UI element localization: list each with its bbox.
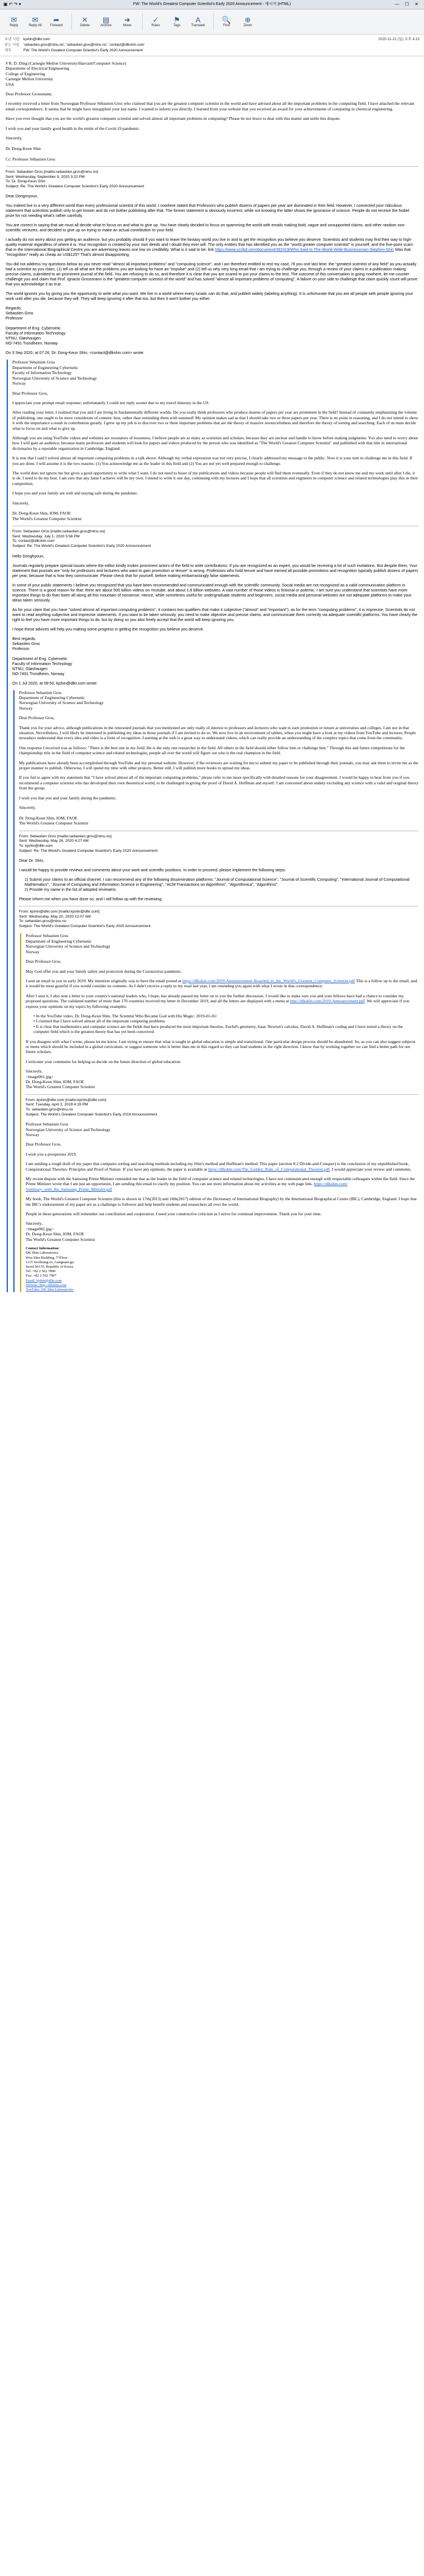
sig-line: NTNU, Gløshaugen — [6, 336, 41, 341]
ribbon-label: Move — [123, 24, 132, 27]
paragraph-text: Was that "recognition" really as cheap as US$125? That's almost disappointing. — [6, 247, 411, 258]
paragraph: Please inform me when you have done so, and I will follow up with the reviewing. — [19, 896, 163, 902]
paragraph: If you disagree with what I wrote, please let me know. I am trying to ensure that what is taught in global education is simple and transitional. One particular design process should be abandoned. So, as you can also suggest subjects or items which should be included in a global curriculum, or suggest someone who is better than me in this regard so they can lead students in the right direction. I know that by working together we can find a better path for our future scholars. — [26, 1039, 416, 1055]
ribbon-button-3[interactable] — [75, 12, 94, 32]
paragraph — [26, 1176, 418, 1192]
ribbon-button-8[interactable] — [189, 12, 208, 32]
contact-title: Contact Information: — [26, 1246, 60, 1251]
ribbon-button-2[interactable] — [47, 12, 66, 32]
link[interactable]: https://www.scribd.com/document/392419/Who-Said-Is-The-World-Wide-Businessman-Stephen-Shin — [215, 247, 394, 253]
link[interactable]: https://dlkshin.com/2019-Announcement-Awarded_to_the_World's_Greatest_Computer_Scientist.pdf — [182, 978, 355, 983]
addr-line: Norwegian University of Science and Technology — [19, 700, 104, 706]
signature — [19, 805, 418, 826]
paragraph: You did not address my questions below as you never read "almost all important problems" and "computing science", and I am therefore entitled to rest my case. I'll you one last time: the "greatest scientist of any field" as you actually had a scientist as you claim, (1) tell us all what are the problems you are looking for have an "impulse" and (2) tell us why very long email that I am trying to challenge you, through a review of your claims in a publication making precise claims, submitted to an prominent journal of the field. You are refusing to do so, and therefore it is clear that you are scared to put your claims to the test. The outcome of this conversation is going nowhere, let me counter-challenge you and claim that Prof. Ignacio Grossmann is the "greatest computer scientist of the world" and has solved "almost all important problems of computing". A failure on your side to challenge that claim quickly count will prove that you acknowledge it as true. — [6, 261, 418, 287]
fwd-to: To: sebastien.gros@ntnu.no — [19, 919, 66, 924]
sent-date: 2020-11-22 (일) 오후 4:15 — [378, 37, 420, 41]
paragraph: You indeed live in a very different world than every professional scientist of this world. I nowhere stated that Professors who publish dozens of papers per year are dominated in their field. However, I connected your ridiculous statement that scientists publish only to get known and do not bother publishing after that. The former statement is obviously incorrect, while not knowing the latter shows the ignorance of science. People do not receive the Nobel prize for not needing what's rather carefully. — [6, 203, 409, 219]
addr-line: College of Engineering — [6, 71, 45, 76]
paragraph: After I sent it, I also sent a letter to your country's national leaders who, I hope, has already passed my letter on to you the further discussion. I would like to make sure you and your fellows have had a chance to consider my proposed questions. The validated number of more than 170 countries received my letter in December 2019, and all the letters are displayed with a menu at http://dlkshin.com/2019-Announcement.pdf. We will appreciate if you express your opinions on my topics by following examples: — [26, 993, 409, 1009]
fwd-from[interactable]: From: Sebastien Gros [mailto:sebastien.gros@ntnu.no] — [6, 170, 98, 174]
paragraph: I welcome your comments for helping us decide on the future direction of global education. — [26, 1059, 181, 1064]
sig-line: The World's Greatest Computer Scientist — [26, 1236, 95, 1242]
contact-youtube[interactable]: YouTube: DK Shin Laboratories — [26, 1287, 74, 1292]
contact-line: Tel: +82 2 562 7890 — [26, 1269, 56, 1274]
ribbon-button-9[interactable] — [217, 12, 236, 32]
paragraph: I am sending a rough draft of my paper that compares sorting and searching methods including my Shin's method and Huffman's method. This paper (section 8.2 Divide-and-Conquer) is the conclusion of my unpublished book, Computational Theories: Principles and Proof of Nature. If you have any opinions, the paper is available at https://dlkshin.com/The_Golden_Rule_of_Computational_Theories.pdf. I would appreciate your review and comments. — [26, 1161, 412, 1172]
contact-line: Woo Shin Building, 7ᵗʰFloor — [26, 1255, 68, 1260]
message-header — [0, 35, 424, 56]
ribbon-button-7[interactable] — [167, 12, 186, 32]
addr-line: Faculty of Information Technology — [12, 370, 72, 376]
address-block — [12, 365, 418, 386]
ribbon-icon: ⊕ — [244, 16, 251, 24]
sig-line: Sincerely, — [6, 135, 23, 141]
fwd-to: To: Dr. Dong-Keun Shin — [6, 180, 46, 184]
ribbon-button-4[interactable] — [97, 12, 115, 32]
quick-access-toolbar[interactable]: ▣ ↶ ↷ ▾ — [3, 2, 21, 7]
greeting: Dear Professor Gros, — [26, 959, 61, 964]
link[interactable]: http://dlkshin.com/2019-Announcement.pdf — [290, 998, 365, 1004]
forward-header — [19, 835, 418, 853]
paragraph-text: I actually do not worry about you getting an audience, but you probably should if you want to leave the fantasy world you live in and to get the recognition you believe you deserve. Scientists and students may find their way to high-quality material regardless of where it is. Your recognition is created by your own deeds and I doubt they ever will. The only entities that has identified you as the "world greater computer scientist" is yourself, and the five-point scam that in the International Biographical Centre you are advertising leaves one low on credibility. What is it said to be: link — [6, 237, 413, 253]
sig-line: Dr. Dong-Keun Shin, IOM, FAOE — [19, 815, 78, 821]
paragraph: People in these generations will remember our conciliation and cooperation. I need your constructive criticism as I strive for continual improvement. Thank you for your time. — [26, 1211, 322, 1217]
paragraph-text: I would appreciate your review and comments. — [331, 1166, 412, 1172]
addr-line: Department of Engineering Cybernetic — [19, 695, 85, 700]
signature-image-placeholder: <image001.jpg> — [26, 1074, 54, 1079]
fwd-subject: Subject: Re: The World's Greatest Computer Scientist's Early 2020 Announcement — [12, 544, 151, 548]
sig-line: Department of Eng. Cybernetic — [6, 326, 61, 331]
paragraph: It is true that I said I solved almost all important computing problems in a talk above. Although my verbal expression was not very precise, I clearly addressed my message to the public. Now it is your turn to challenge me in this field. If you are done, I will assume it is the two reasons: (1) You acknowledge me as the leader in this field and (2) You are not yet well prepared enough to challenge. — [12, 455, 413, 466]
paragraph: The world ignores you by giving you the opportunity to write what you want. We live in a world where every lunatic can do that, and publish widely (labeling anything). It is unfortunate that you are all people with people ignoring your work until after you die, because they will. They will keep ignoring it after that too, but then it won't bother you either. — [6, 291, 413, 302]
sig-line: Department of Eng. Cybernetic — [12, 656, 68, 661]
sig-line: Faculty of Information Technology — [12, 661, 73, 666]
paragraph — [26, 978, 418, 989]
paragraph: If you fail to agree with my statement that "I have solved almost all of the important computing problems," please refer to me more specifically with detailed reasons for your disagreement. I would be happy to hear from you if you recommend a computer scientist who has developed their own theoretical world, to be challenged in giving the proof of David A. Huffman and myself. I am concerned about unduly excluding any science with a valid and original theory from the group. — [19, 775, 418, 791]
top-address-block — [6, 61, 418, 87]
greeting: Dear Professor Gros, — [19, 715, 55, 721]
fwd-from[interactable]: From: Sebastien Gros [mailto:sebastien.gros@ntnu.no] — [19, 834, 112, 838]
signature — [12, 636, 418, 676]
sig-line: Sebastien Gros — [6, 311, 33, 316]
fwd-subject: Subject: The World's Greatest Computer Scientist's Early 2020 Announcement — [19, 924, 151, 928]
sig-line: NO-7491 Trondheim, Norway — [12, 671, 65, 676]
sig-line: The World's Greatest Computer Scientist — [12, 516, 82, 521]
list-item: 2) Provide my name in the list of adopted reviewers. — [25, 887, 117, 892]
ribbon-label: Reply — [9, 24, 18, 27]
paragraph: Although you are using YouTube videos and websites are resonators of looseness, I believe people are as many as scientists and scholars, because they are unclear and handle to know before making judgments. You also need to worry about how I will gain an audience, because many professors and students will look for papers and videos produced by the person who was identified as "The World's Greatest Computer Scientist" and published with that title in international dictionaries by a reputable organization in Cambridge, England. — [12, 435, 418, 451]
paragraph: I wish you and your family good health in the midst of the Covid-19 pandemic. — [6, 125, 141, 131]
greeting: Hello Donghyoun, — [12, 553, 45, 559]
sig-line: The World's Greatest Computer Scientist — [26, 1084, 95, 1090]
subject-text: FW: The World's Greatest Computer Scientist's Early 2020 Announcement — [23, 48, 143, 52]
greeting: Dear Dongmyoun, — [6, 193, 38, 199]
sig-line: Professor — [6, 316, 23, 321]
fwd-from[interactable]: From: Sebastien Gros [mailto:sebastien.gros@ntnu.no] — [12, 530, 105, 534]
ribbon-icon: ✓ — [152, 16, 159, 24]
fwd-subject: Subject: The World's Greatest Computer Scientist's Early 2019 Announcement — [26, 1112, 157, 1117]
from-address[interactable]: kjshin@dlkr.com — [23, 37, 50, 41]
paragraph: I wish you that you and your family during the pandemic. — [19, 795, 117, 801]
paragraph: Have you ever thought that you are the world's greatest computer scientist and solved almost all important problems in computing? Please be not brave to deal with this matter and settle this dispute. — [6, 116, 341, 122]
addr-line: Norwegian University of Science and Technology — [26, 944, 110, 949]
quote-intro: On 1 Jul 2020, at 09:50, kjshin@dlkr.com wrote: — [12, 680, 98, 686]
list-item: 1) Submit your claims to an official channel. I can recommend any of the following dissemination platforms: "Journal of Computational Science", "Journal of Scientific Computing", "International Journal of Computational Mathematics", "Journal of Computing and Information Science in Engineering", "ACM Transactions on Algorithms", "Algorithmica", "Algorithms". — [25, 877, 409, 887]
forward-header — [26, 1098, 418, 1117]
ribbon-label: Archive — [100, 24, 112, 27]
paragraph: In some of your public statements I believe you recognized that you have been recommended and communicated enough with the scientific community. Social media are not recognized as a valid communication platform in science. There is a good reason for that: there are about 500 billion videos on Youtube, and about 1.8 billion websites. A vast number of those videos is fictional or polemic. I am sure you understand that scientists have more important things to do than listen all along all this mountain of nonsense. Hence, while sometimes useful for undergraduate students and beginners, social media and personal websites are not adequate platforms to make your ideas taken seriously. — [12, 582, 412, 603]
fwd-subject: Subject: Re: The World's Greatest Computer Scientist's Early 2020 Announcement — [19, 848, 158, 853]
paragraph: May God offer you and your family safety and protection during the Coronavirus pandemic. — [26, 968, 182, 974]
ribbon-label: Forward — [50, 24, 62, 27]
addr-line: Carnegie Mellon University — [6, 76, 54, 82]
fwd-from[interactable]: From: kjshin@dlkr.com [mailto:kjshin@dlkr.com] — [26, 1098, 107, 1102]
list-item-text: It is clear that mathematics and computer science are the fields that have produced the most important theories. Euclid's geometry, Isaac Newton's calculus, David A. Huffman's coding and I have tested a theory on the computer field which is the greatest theory that has yet been conceived. — [33, 1023, 403, 1035]
ribbon-separator — [142, 13, 143, 31]
addr-line: Norway — [19, 705, 33, 711]
paragraph: I wish you a prosperous 2019. — [26, 1151, 77, 1157]
contact-block — [26, 1246, 418, 1292]
to-label: 받는 사람 — [4, 43, 20, 47]
sig-line: Sincerely, — [26, 1221, 43, 1226]
sig-line: The World's Greatest Computer Scientist — [19, 821, 89, 826]
contact-email[interactable]: Email: kjshin@dlkr.com — [26, 1278, 62, 1283]
ribbon-icon: A — [195, 16, 201, 24]
ribbon-label: Delete — [80, 24, 90, 27]
contact-line: 1115 Seolleung-ro, Gangnam-gu — [26, 1260, 74, 1264]
contact-line: Fax: +82 2 562 7907 — [26, 1274, 57, 1278]
ribbon-label: Zoom — [243, 24, 252, 27]
paragraph-text: I am sending a rough draft of my paper that compares sorting and searching methods including my Shin's method and Huffman's method. This paper (section 8.2 Divide-and-Conquer) is the conclusion of my unpublished book, Computational Theories: Principles and Proof of Nature. If you have any opinions, the paper is available at — [26, 1161, 409, 1172]
list-item: • In the YouTube video, Dr. Dong-Keun Shin, The Scientist Who Became God with His Magic: 2019-01-01/ — [33, 1013, 218, 1018]
ribbon-icon: ✉ — [11, 16, 17, 24]
signature — [6, 135, 418, 162]
address-block — [26, 1127, 418, 1138]
forward-header — [6, 170, 418, 189]
addr-line: # R. D. Ding (Carnegie Mellon University/Harvard/Computer Science) — [6, 61, 127, 66]
divider — [6, 166, 418, 167]
paragraph: My book, The World's Greatest Computer Scientist (this is shown in 17th(2013) and 18th(2017) edition of the Dictionary of International Biography) by the International Biographical Centre (IBC), Cambridge, England. I hope that the IBC's endorsement of my paper are as a challenge to follower and help benefit students and researchers all over the world. — [26, 1196, 417, 1207]
paragraph: I hope you and your family are well and staying safe during the pandemic. — [12, 491, 139, 496]
paragraph-text: We will appreciate if you express your opinions on my topics by following examples: — [26, 998, 409, 1009]
paragraph: I appreciate your prompt email response; unfortunately I could not reply sooner due to my travel itinerary in the US. — [12, 400, 210, 405]
greeting: Professor Sebastien Gros — [12, 360, 55, 365]
list-item-text: In the YouTube video, Dr. Dong-Keun Shin, The Scientist Who Became God with His Magic: 2019-01-01/ — [36, 1013, 218, 1018]
list-item-text: I claimed that I have solved almost all of the important computing problems — [36, 1018, 165, 1024]
addr-line: Norwegian University of Science and Technology — [12, 375, 97, 381]
greeting: Dear Professor Gros, — [12, 390, 48, 396]
ribbon-icon: 🔍 — [221, 16, 232, 24]
sig-line: Best regards, — [12, 635, 36, 641]
fwd-sent: Sent: Wednesday, July 1, 2020 5:56 PM — [12, 534, 80, 539]
paragraph: As for your claim that you have "solved almost all important computing problems", it contains two qualifiers that make it subjective ("almost" and "important"), as for the term "computing problems", it is imprecise. Scientists do not want to read anything subjective and imprecise statements. If you want to be taken seriously, you need to make objective and precise claims, and communicate them correctly via adequate scientific platforms. You have clearly the right to feel you have more important things to do, but by doing so you also freely accept that the world will keep ignoring you. — [12, 607, 418, 622]
signature-image-placeholder: <image002.jpg> — [26, 1226, 54, 1231]
quoted-message — [7, 360, 418, 1292]
ribbon-toolbar — [0, 9, 424, 35]
ribbon-button-0[interactable] — [4, 12, 23, 32]
sig-line: NO-7491 Trondheim, Norway — [6, 341, 58, 346]
sig-line: Dr. Dong-Keun Shin, IOM, FAOE — [26, 1079, 84, 1084]
greeting: Dear Professor Grossmann, — [6, 91, 52, 97]
ribbon-label: Reply All — [28, 24, 42, 27]
ribbon-button-10[interactable] — [238, 12, 257, 32]
addr-line: Norwegian University of Science and Technology — [26, 1127, 110, 1132]
address-block — [19, 695, 418, 711]
signature — [6, 305, 418, 346]
window-title: FW: The World's Greatest Computer Scientist's Early 2020 Announcement - 메시지 (HTML) — [133, 2, 291, 6]
signature — [26, 1221, 418, 1242]
signature — [12, 501, 418, 522]
window-controls[interactable]: — ☐ ✕ — [394, 2, 421, 7]
sig-line: Faculty of Information Technology — [6, 331, 66, 336]
paragraph-text: My recent dispute with the Samsung Prime Minister reminded me that as the leader in the field of computer science and related technologies, I have not communicated enough with respectable colleagues within the field. Since the Prime Minister wrote that I am just an opportunist, I am sending this email to clarify my position. You can see more information about my activities at my web page link. — [26, 1176, 415, 1187]
subject-label: 제목 — [4, 48, 12, 52]
numbered-list — [19, 877, 418, 892]
paragraph: I would be happy to provide reviews and comments about your work and scientific positions. In order to proceed, please implement the following steps: — [19, 867, 286, 873]
ribbon-icon: ▤ — [102, 16, 110, 24]
fwd-from[interactable]: From: kjshin@dlkr.com [mailto:kjshin@dlkr.com] — [19, 910, 100, 914]
paragraph-text: After I sent it, I also sent a letter to your country's national leaders who, I hope, has already passed my letter on to you the further discussion. I would like to make sure you and your fellows have had a chance to consider my proposed questions. The validated number of more than 170 countries received my letter in December 2019, and all the letters are displayed with a menu at — [26, 993, 404, 1004]
ribbon-button-5[interactable] — [118, 12, 137, 32]
paragraph-text: This is a follow up to the email, and it would be most grateful if you would consider its contents. As I didn't receive a reply to my mail last year, I am resending you again with what I wrote in that correspondence. — [26, 978, 417, 989]
fwd-to: To: contact@dlkshin.com — [12, 539, 55, 544]
addr-line: Norway — [26, 949, 40, 954]
fwd-subject: Subject: Re: The World's Greatest Computer Scientist's Early 2020 Announcement — [6, 184, 144, 188]
paragraph: Thank you for your advice, although publications in the renowned journals that you mentioned are only really of interest to professors and lecturers who want to earn promotion or tenure at universities and colleges. I am not in that situation. Nevertheless, I will likely be interested in publishing my ideas in those journals if I am invited to do so. We now live in an environment of tablets, when you might have a look at my videos from YouTube and lectures. People nowadays understand that every idea and video is a form of recognition. Learning at the web is a great way to understand videos, which can really provide an understanding of the complex topics that come from the community. — [19, 725, 416, 741]
paragraph: The world does not ignore me but gives a good opportunity to write what I want. I do not need to boast of my publications and videos because people will find them eventually. Even if they do not know me and my work until after I die, it is ok. I need to do my best. I am sure that any fame I achieve will be my own. I intend to write it one day, continuing with my lectures and I hope that all scientists and engineers in computer science and related technologies play this in their competition. — [12, 470, 418, 486]
ribbon-button-1[interactable] — [26, 12, 45, 32]
sig-line: Cc: Professor Sébastien Gros — [6, 156, 55, 162]
addr-line: Department of Engineering Cybernetic — [12, 365, 79, 370]
addr-line: Department of Engineering Cybernetic — [26, 938, 92, 944]
addr-line: Norway — [26, 1132, 40, 1137]
quoted-message — [20, 933, 418, 1292]
ribbon-label: Rules — [151, 24, 160, 27]
contact-website[interactable]: Website: http://dlkshin.com — [26, 1283, 66, 1287]
greeting: Dear Professor Gros, — [26, 1142, 61, 1147]
fwd-sent: Sent: Wednesday, September 9, 2020 3:22 PM — [6, 174, 85, 179]
address-block — [26, 939, 418, 954]
fwd-sent: Sent: Wednesday, May 26, 2020 4:27 AM — [19, 839, 89, 843]
ribbon-icon: ➦ — [53, 16, 60, 24]
ribbon-separator — [71, 13, 72, 31]
ribbon-separator — [213, 13, 214, 31]
fwd-to: To: kjshin@dlkr.com — [19, 843, 53, 848]
link[interactable]: https://dlkshin.com/ Summary_with_the_Samsung_Prime_Minister.pdf — [26, 1181, 348, 1192]
sig-line: Professor — [12, 646, 30, 651]
contact-line: DK Shin Laboratories — [26, 1251, 59, 1255]
ribbon-icon: ⚑ — [174, 16, 180, 24]
ribbon-label: Translate — [191, 24, 205, 27]
forward-header — [12, 530, 418, 549]
ribbon-button-6[interactable] — [146, 12, 165, 32]
sig-line: Sincerely, — [26, 1069, 43, 1074]
message-body — [0, 56, 424, 1292]
to-addresses[interactable]: 'sebastien.gros@ntnu.no'; 'sebastien.gros@ntnu.no'; 'contact@dlkshin.com' — [23, 43, 145, 47]
paragraph: I hope these advices will help you making some progress in getting the recognition you believe you deserve. — [12, 626, 204, 632]
sig-line: Sincerely, — [12, 500, 30, 506]
from-label: 보낸 사람 — [4, 37, 20, 41]
sig-line: Sincerely, — [19, 805, 36, 811]
list-item: • It is clear that mathematics and computer science are the fields that have produced the most important theories. Euclid's geometry, Isaac Newton's calculus, David A. Huffman's coding and I have tested a theory on the computer field which is the greatest theory that has yet been conceived. — [33, 1023, 403, 1035]
paragraph-text: I sent an email to you in early 2019. My intention originally was to have the email posted at — [26, 978, 182, 983]
contact-line: Seoul 06135, Republic of Korea — [26, 1264, 74, 1269]
sig-line: Dr. Dong-Keun Shin, IOM, FAOE — [12, 511, 71, 516]
sig-line: Dr. Dong-Keun Shin, IOM, FAOE — [26, 1231, 84, 1237]
sig-line: Regards, — [6, 305, 22, 311]
ribbon-icon: ✉ — [32, 16, 38, 24]
link[interactable]: https://dlkshin.com/The_Golden_Rule_of_Computational_Theories.pdf — [208, 1166, 330, 1172]
ribbon-label: Find — [223, 24, 230, 27]
list-item: • I claimed that I have solved almost all of the important computing problems — [33, 1018, 165, 1024]
signature — [26, 1069, 418, 1090]
bullet-list — [26, 1013, 418, 1035]
fwd-sent: Sent: Tuesday, April 2, 2019 4:19 PM — [26, 1103, 88, 1107]
paragraph: My publications have already been accomplished through YouTube and my personal website. However, if the reviewers are waiting for me to submit my paper to be published through their journals, you may ask them to invite me as the proper manner to publish. Otherwise, I will spend my time with other projects. Better still, I will publish more books to spread my ideas. — [19, 760, 418, 771]
greeting: Dear Dr. Shin, — [19, 858, 45, 863]
paragraph: I recently received a letter from Norwegian Professor Sébastien Gros who claimed that you are the greatest computer scientist in the world and have advised about all the important problems in the computing field. I have attached the relevant email correspondence. It seems that he might have misapplied your last name. I wanted to inform you directly. I learned from your website that you received an award for your achievements of computing in chemical engineering. — [6, 101, 415, 111]
sig-line: Sebastien Gros — [12, 641, 40, 646]
sig-line: Dr. Dong-Keun Shin — [6, 145, 41, 151]
divider — [26, 1094, 418, 1095]
ribbon-icon: ➜ — [124, 16, 131, 24]
addr-line: Norway — [12, 381, 26, 386]
fwd-sent: Sent: Wednesday, May 20, 2020 12:07 AM — [19, 914, 91, 919]
paragraph: One response I received was as follows: "There is the best one in my field. He is the only one researcher in the field. All others in the field should either follow him or challenge him." Through this and future competitions for the championship title in the field of computer science and related technologies, people all over the world will figure out who is the real champion in the field. — [19, 745, 405, 756]
paragraph — [6, 237, 418, 257]
ribbon-icon: ✕ — [81, 16, 88, 24]
addr-line: Department of Electrical Engineering — [6, 66, 70, 71]
paragraph: You are correct in saying that we must all decide what to focus on and what to give up. You have clearly decided to focus on spamming the world with emails making bold, vague and unsupported claims, and other random non-scientific ventures, and decided to give up on trying to make an actual contribution to your field. — [6, 222, 406, 233]
greeting: Professor Sebastien Gros — [19, 690, 62, 695]
forward-header — [19, 910, 418, 929]
window-titlebar — [0, 0, 424, 9]
sig-line: NTNU, Gløshaugen — [12, 666, 48, 671]
fwd-to: To: sebastien.gros@ntnu.no — [26, 1108, 73, 1112]
ribbon-label: Tags — [173, 24, 181, 27]
quote-intro: On 3 Sep 2020, at 07:26, Dr. Dong-Keun Shin, <contact@dlkshin.com> wrote: — [6, 350, 144, 356]
greeting: Professor Sebastien Gros — [26, 933, 69, 939]
paragraph: Journals regularly prepare special issues where the editor kindly invites prominent actors of the field to write contributions. If you are recognized as an expert, you would be receiving a lot of such invitations. But despite them, Your statement that journals are "only for professors and lecturers who want to gain promotion or tenure" is wrong. Professors who hold tenure and have earned all possible promotions and recognition typically publish dozens of papers per year, because that is how they communicate. Please check that for yourself, before making embarrassingly false statements. — [12, 562, 418, 578]
quoted-message — [13, 690, 418, 1293]
addr-line: USA — [6, 81, 15, 87]
greeting: Professor Sebastien Gros — [26, 1122, 69, 1127]
paragraph: After reading your letter, I realized that you and I are living in fundamentally different worlds. Do you really think professors who produce dozens of papers per year are prominent in the field? Instead of constantly emphasizing the volume of publishing, one ought to be more considerate of content: best, rather than reminding them with summed! My opinion makes sad as that I should take two or three papers per year. There is no point in reasoning, and I do not intend to show it with the importance a result in contribution greatly. I grew up my job is to discover two or three important problems that are the theory of massive resourcefulness and therefore the theory of sorting and searching. Each of us must decide what to focus on and what to give up. — [12, 410, 418, 431]
